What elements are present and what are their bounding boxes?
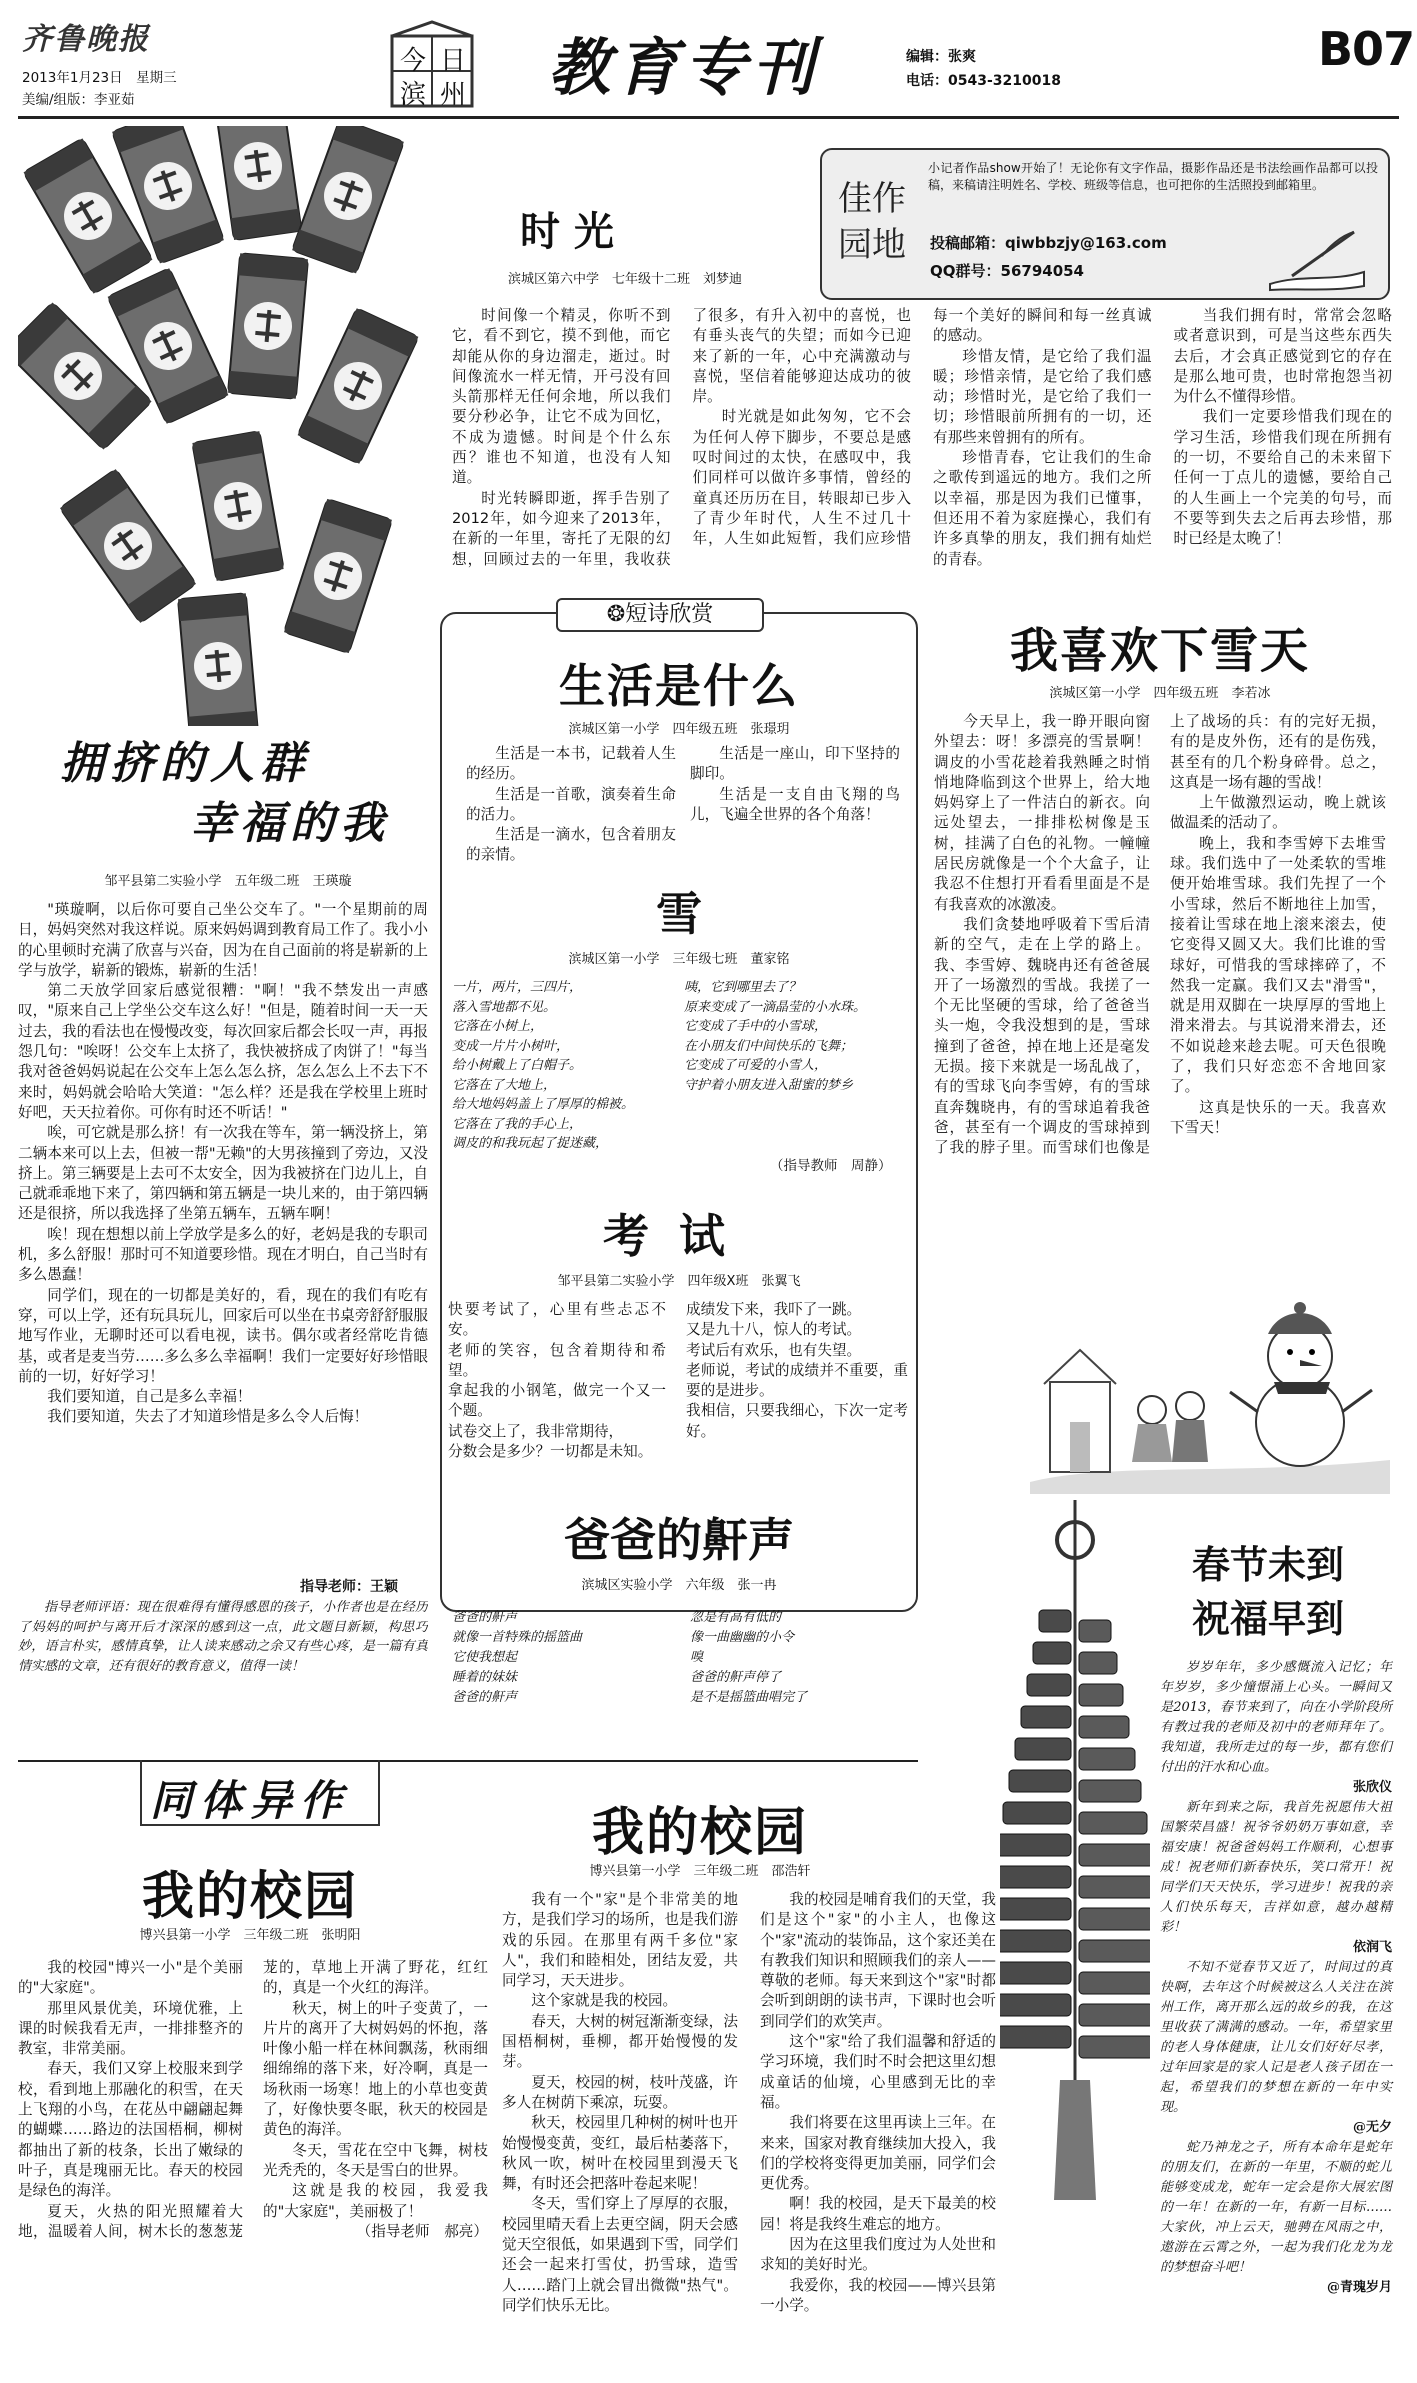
article-title: 我的校园 [591,1803,808,1863]
paragraph: 我们将要在这里再读上三年。在来来，国家对教育继续加大投入，我们的学校将变得更加美丽，同学们会更优秀。 [760,2114,996,2193]
poem-line: 它落在了我的手心上， [452,1116,583,1132]
paragraph: 那里风景优美，环境优雅，上课的时候我看无声，一排排整齐的教室，非常美丽。 [18,1999,243,2058]
poem-line: 原来变成了一滴晶莹的小水珠。 [684,999,867,1015]
title-line: 幸福的我 [190,798,390,849]
paragraph: 春天，我们又穿上校服来到学校，看到地上那融化的积雪，在天上飞翔的小鸟，在花丛中翩翩起舞的蝴蝶……路边的法国梧桐，柳树都抽出了新的枝条，长出了嫩绿的叶子，真是瑰丽无比。春天的校园是绿色的海洋。 [18,2060,243,2200]
poem-line: 爸爸的鼾声停了 [690,1670,782,1685]
page-number: B07 [1318,22,1415,76]
editor-name: 编辑：张爽 [906,49,976,65]
poem-line: 考试后有欢乐，也有失望。 [686,1341,862,1359]
paragraph: 第二天放学回家后感觉很糟："啊！"我不禁发出一声感叹，"原来自己上学坐公交车这么好！"但是，随着时间一天一天过去，我的看法也在慢慢改变，每次回家后都会长叹一声，再报怨几句："唉呀！公交车上太挤了，我快被挤成了肉饼了！"每当我对爸爸妈妈说起在公交车上怎么怎么挤，怎么怎么上不去下不来时，妈妈就会哈哈大笑道："怎么样？还是我在学校里上班时好吧，天天拉着你。可你有时还不听话！" [18,982,428,1121]
article-body [1160,1658,1392,2298]
paragraph: 我们一定要珍惜我们现在的学习生活，珍惜我们现在所拥有的一切，不要给自己的未来留下任何一丁点儿的遗憾，要给自己的人生画上一个完美的句号，而不要等到失去之后再去珍惜，那时已经是太晚了！ [1173,408,1392,548]
paragraph: 新年到来之际，我首先祝愿伟大祖国繁荣昌盛！祝爷爷奶奶万事如意，幸福安康！祝爸爸妈妈工作顺利，心想事成！祝老师们新春快乐，笑口常开！祝同学们天天快乐，学习进步！祝我的亲人们快乐每天，吉祥如意，越办越精彩！ [1160,1800,1392,1935]
paragraph: 蛇乃神龙之子，所有本命年是蛇年的朋友们，在新的一年里，不顺的蛇儿能够变成龙，蛇年一定会是你大展宏图的一年！在新的一年，有新一目标……大家伙，冲上云天，驰骋在风雨之中，遨游在云霄之外，一起为我们化龙为龙的梦想奋斗吧！ [1160,2140,1392,2275]
poem-body [466,744,676,868]
paragraph: 当我们拥有时，常常会忽略或者意识到，可是当这些东西失去后，才会真正感觉到它的存在是那么地可贵，也时常抱怨当初为什么不懂得珍惜。 [1173,307,1392,406]
paragraph: 唉，可它就是那么挤！有一次我在等车，第一辆没挤上，第二辆本来可以上去，但被一帮"无赖"的大男孩撞到了旁边，又没挤上。第三辆要是上去可不太安全，因为我被挤在门边儿上，自己就乖乖地下来了，第四辆和第五辆是一块儿来的，由于第四辆还是很挤，所以我选择了坐第五辆车，五辆车啊！ [18,1124,428,1223]
corner-qq: QQ群号：56794054 [930,262,1084,280]
article-body [18,900,428,1580]
poem-body [686,1300,908,1498]
peer-frame [140,1760,380,1826]
paragraph: 同学们，现在的一切都是美好的，看，现在的我们有吃有穿，可以上学，还有玩具玩儿，回家后可以坐在书桌旁舒舒服服地写作业，无聊时还可以看电视，读书。偶尔或者经常吃肯德基，或者是麦当劳……多么多么幸福啊！我们一定要好好珍惜眼前的一切，好好学习！ [18,1286,428,1385]
firecracker-stick-icon [178,593,258,726]
poem-body [684,978,908,1150]
poem-line: 又是九十八，惊人的考试。 [686,1321,862,1339]
paragraph: 这真是快乐的一天。我喜欢下雪天！ [1170,1098,1386,1136]
poem-byline: 邹平县第二实验小学 四年级X班 张翼飞 [557,1274,801,1289]
seal-char: 州 [440,80,467,110]
poem-line: 成绩发下来，我吓了一跳。 [686,1301,862,1318]
poem-line: 在小朋友们中间快乐的飞舞； [684,1038,854,1054]
signature: 依润飞 [1352,1940,1392,1955]
paragraph: 因为在这里我们度过为人处世和求知的美好时光。 [760,2236,996,2274]
firecracker-stick-icon [284,499,392,653]
seal-char: 今 [400,46,427,76]
firecracker-illustration [18,126,448,726]
poem-line: 给大地妈妈盖上了厚厚的棉被。 [452,1097,635,1112]
paragraph: 秋天，树上的叶子变黄了，一片片的离开了大树妈妈的怀抱，落叶像小船一样在林间飘荡，秋雨细细绵绵的落下来，好冷啊，真是一场秋雨一场寒！地上的小草也变黄了，好像快要冬眠，秋天的校园是黄色的海洋。 [263,1999,488,2139]
signature: @青瑰岁月 [1326,2280,1392,2295]
paragraph: 春天，大树的树冠渐渐变绿，法国梧桐树，垂柳，都开始慢慢的发芽。 [502,2012,738,2071]
poem-line: 我相信，只要我细心，下次一定考好。 [686,1402,908,1440]
poem-body [452,1608,672,1708]
signature: 张欣仪 [1352,1780,1392,1795]
seal-char: 日 [440,46,467,76]
poem-title: 生活是什么 [559,659,799,713]
poem-line: 它落在了大地上， [452,1077,557,1093]
title-line: 春节未到 [1191,1543,1344,1587]
paragraph: 这个家就是我的校园。 [531,1992,678,2010]
firecracker-stick-icon [298,308,419,464]
paragraph: 啊！我的校园，是天下最美的校园！将是我终生难忘的地方。 [760,2195,996,2233]
article-title [60,734,390,854]
article-teacher: （指导老师 郝亮） [356,2222,488,2240]
paragraph: 我们贪婪地呼吸着下雪后清新的空气，走在上学的路上。我、李雪婷、魏晓冉还有爸爸展开了一场激烈的雪战。我搓了一个无比坚硬的雪球，给了爸爸当头一炮，令我没想到的是，雪球撞到了爸爸，掉在地上还是毫发无损。接下来就是一场乱战了，有的雪球飞向李雪婷，有的雪球直奔魏晓冉，有的雪球追着我爸爸，甚至有一个调皮的雪球掉到了我的脖子里。而雪球们也像是上了战场的兵：有的完好无损，有的是皮外伤，还有的是伤残，甚至有的几个粉身碎骨。总之，这真是一场有趣的雪战！ [934,713,1386,1157]
poem-line: 就像一首特殊的摇篮曲 [452,1630,583,1645]
poem-line: 像一曲幽幽的小令 [690,1630,795,1645]
paragraph: 珍惜友情，是它给了我们温暖；珍惜亲情，是它给了我们感动；珍惜时光，是它给了我们一切；珍惜眼前所拥有的一切，还有那些来曾拥有的所有。 [933,347,1152,446]
paragraph: 冬天，雪们穿上了厚厚的衣服，校园里晴天看上去更空阔，阴天会感觉天空很低，如果遇到下雪，同学们还会一起来打雪仗，扔雪球，造雪人……踏门上就会冒出微微"热气"。同学们快乐无比。 [502,2195,738,2314]
issue-date: 2013年1月23日 星期三 [22,70,177,86]
paragraph: 珍惜青春，它让我们的生命之歌传到遥远的地方。我们之所以幸福，那是因为我们已懂事，但还用不着为家庭操心，我们有许多真挚的朋友，我们拥有灿烂的青春。 [933,449,1152,568]
paragraph: 我有一个"家"是个非常美的地方，是我们学习的场所，也是我们游戏的乐园。在那里有两千多位"家人"，我们和睦相处，团结友爱，共同学习，天天进步。 [502,1891,738,1990]
poem-body [452,978,672,1174]
article-byline: 滨城区第一小学 四年级五班 李若冰 [1049,686,1271,701]
editor-line: 美编/组版：李亚茹 [22,92,135,108]
firecracker-stick-icon [192,431,283,581]
article-byline: 博兴县第一小学 三年级二班 张明阳 [139,1928,361,1943]
article-body [18,1958,488,2370]
paragraph: 晚上，我和李雪婷下去堆雪球。我们选中了一处柔软的雪堆便开始堆雪球。我们先捏了一个小雪球，然后不断地往上加雪，接着让雪球在地上滚来滚去，使它变得又圆又大。我们比谁的雪球好，可惜我的雪球摔碎了，不然我一定赢。我们又去"滑雪"，就是用双脚在一块厚厚的雪地上滑来滑去。与其说滑来滑去，还不如说趁来趁去呢。可天色很晚了，我们只好恋恋不舍地回家了。 [1170,834,1386,1096]
paragraph: 时光转瞬即逝，挥手告别了2012年，如今迎来了2013年，在新的一年里，寄托了无限的幻想，回顾过去的一年里，我收获了很多，有升入初中的喜悦，也有垂头丧气的失望；而如今已迎来了新的一年，心中充满激动与喜悦，坚信着能够迎达成功的彼岸。 [452,307,911,568]
paragraph: 上午做激烈运动，晚上就该做温柔的活动了。 [1170,794,1386,832]
article-title: 时光 [520,209,628,255]
firecracker-icon [18,126,448,726]
poem-line: 它变成了可爱的小雪人， [684,1058,828,1073]
poem-line: 它变成了手中的小雪球， [684,1019,828,1034]
title-line: 拥挤的人群 [60,738,310,789]
poem-line: 生活是一首歌，演奏着生命的活力。 [466,785,676,823]
poem-body [690,744,900,868]
poem-title: 爸爸的鼾声 [564,1513,794,1567]
article-body [502,1890,996,2370]
hanging-firecracker-illustration [1000,1500,1150,2220]
paragraph: 岁岁年年，多少感慨流入记忆；年年岁岁，多少憧憬涌上心头。一瞬间又是2013，春节来到了，向在小学阶段所有教过我的老师及初中的老师拜年了。我知道，我所走过的每一步，都有您们付出的汗水和心血。 [1160,1660,1392,1775]
poem-line: 变成一片片小树叶， [452,1038,570,1054]
corner-email: 投稿邮箱：qiwbbzjy@163.com [930,234,1167,252]
title-line: 祝福早到 [1191,1597,1344,1641]
teacher-comment: 指导老师评语：现在很难得有懂得感恩的孩子，小作者也是在经历了妈妈的呵护与离开后才深深的感到这一点，此文题目新颖，构思巧妙，语言朴实，感情真挚，让人读来感动之余又有些心疼，是一篇有真情实感的文章，还有很好的教育意义，值得一读！ [18,1600,428,1674]
poem-title: 雪 [656,887,702,941]
paragraph: 夏天，校园的树，枝叶茂盛，许多人在树荫下乘凉，玩耍。 [502,2073,738,2111]
poem-line: 爸爸的鼾声 [452,1610,518,1625]
poem-line: 睡着的妹妹 [452,1670,518,1685]
poem-line: 是不是摇篮曲唱完了 [690,1690,808,1705]
poem-line: 嗅 [690,1650,704,1665]
article-title: 我的校园 [141,1867,358,1927]
snow-scene-illustration [1030,1262,1390,1494]
paragraph: "瑛璇啊，以后你可要自己坐公交车了。"一个星期前的周日，妈妈突然对我这样说。原来妈妈调到教育局工作了。我小小的心里顿时充满了欣喜与兴奋，因为在自己面前的将是崭新的上学与放学，崭新的锻炼，崭新的生活！ [18,901,428,979]
quill-icon [1262,226,1372,292]
corner-title-line: 园地 [838,225,906,265]
paragraph: 我爱你，我的校园——博兴县第一小学。 [760,2276,996,2314]
poems-header [556,598,764,632]
poem-line: 拿起我的小钢笔，做完一个又一个题。 [448,1382,666,1420]
paragraph: 不知不觉春节又近了，时间过的真快啊，去年这个时候被这么人关注在滨州工作，离开那么远的故乡的我，在这里收获了满满的感动。一年，希望家里的老人身体健康，让儿女们好好尽孝，过年回家是的家人记是老人孩子团在一起，希望我们的梦想在新的一年中实现。 [1160,1960,1392,2115]
poem-body [690,1608,910,1708]
paragraph: 我的校园"博兴一小"是个美丽的"大家庭"。 [18,1959,243,1997]
poem-line: 它落在小树上， [452,1019,544,1034]
poem-line: 老师的笑容，包含着期待和希望。 [448,1341,666,1379]
poem-byline: 滨城区第一小学 四年级五班 张璟玥 [568,722,790,737]
poem-line: 老师说，考试的成绩并不重要，重要的是进步。 [686,1361,908,1400]
paragraph: 这个"家"给了我们温馨和舒适的学习环境，我们时不时会把这里幻想成童话的仙境，心里感到无比的幸福。 [760,2033,996,2111]
seal-logo [388,20,476,110]
paragraph: 时光就是如此匆匆，它不会为任何人停下脚步，不要总是感叹时间过的太快，在感叹中，我们同样可以做许多事情，曾经的童真还历历在目，转眼却已步入了青少年时代，人生不过几十年，人生如此短暂，我们应珍惜每一个美好的瞬间和每一丝真诚的感动。 [692,307,1152,548]
article-title: 我喜欢下雪天 [1009,623,1310,679]
poem-line: 生活是一本书，记载着人生的经历。 [466,745,676,783]
poem-line: 忽是有高有低的 [690,1610,782,1625]
poem-byline: 滨城区第一小学 三年级七班 董家铭 [568,952,790,967]
article-byline: 邹平县第二实验小学 五年级二班 王瑛璇 [104,874,352,889]
article-body [452,306,1392,574]
firecracker-stick-icon [215,126,302,240]
poem-line: 快要考试了，心里有些忐忑不安。 [448,1301,666,1339]
poem-line: 给小树戴上了白帽子。 [452,1058,583,1073]
article-title [1148,1538,1388,1646]
paragraph: 唉！现在想想以前上学放学是多么的好，老妈是我的专职司机，多么舒服！那时可不知道要珍惜。现在才明白，自己当时有多么愚蠢！ [18,1225,428,1284]
poem-teacher: （指导教师 周静） [770,1158,892,1174]
poem-line: 落入雪地都不见。 [452,999,557,1015]
poem-line: 爸爸的鼾声 [452,1690,518,1705]
article-byline: 滨城区第六中学 七年级十二班 刘梦迪 [508,272,743,287]
masthead-rule [18,116,1399,119]
poem-line: 分数会是多少？一切都是未知。 [448,1443,653,1461]
corner-notice: 小记者作品show开始了！无论你有文字作品，摄影作品还是书法绘画作品都可以投稿，来稿请注明姓名、学校、班级等信息，也可把你的生活照投到邮箱里。 [928,161,1378,192]
paragraph: 我们要知道，自己是多么幸福！ [47,1388,252,1406]
firecracker-stick-icon [60,469,196,623]
section-title: 教育专刊 [548,31,821,104]
paragraph: 我们要知道，失去了才知道珍惜是多么令人后悔！ [47,1408,369,1426]
paragraph: 我的校园是哺育我们的天堂，我们是这个"家"的小主人，也像这个"家"流动的装饰品，这个家还美在有教我们知识和照顾我们的亲人——尊敬的老师。每天来到这个"家"时都会听到朗朗的读书声，下课时也会听到同学们的欢笑声。 [760,1891,996,2030]
corner-title [838,176,928,268]
firecracker-stick-icon [228,253,308,398]
snowman-icon [1030,1262,1390,1494]
paper-name: 齐鲁晚报 [22,22,150,57]
poems-header-label: 短诗欣赏 [625,602,714,627]
poem-title: 考试 [603,1209,755,1263]
poem-line: 生活是一滴水，包含着朋友的亲情。 [466,826,676,864]
poem-line: 生活是一支自由飞翔的鸟儿，飞遍全世界的各个角落！ [690,785,900,823]
signature: @无夕 [1352,2120,1392,2135]
poem-line: 咦，它到哪里去了？ [684,980,802,995]
paragraph: 今天早上，我一睁开眼向窗外望去：呀！多漂亮的雪景啊！调皮的小雪花趁着我熟睡之时悄悄地降临到这个世界上，给大地妈妈穿上了一件洁白的新衣。向远处望去，一排排松树像是玉树，挂满了白色的礼物。一幢幢居民房就像是一个个大盒子，让我忍不住想打开看看里面是不是有我喜欢的冰激凌。 [934,713,1150,913]
article-byline: 博兴县第一小学 三年级二班 邵浩轩 [589,1864,811,1879]
firecracker-stick-icon [292,126,404,273]
paragraph: 这就是我的校园，我爱我的"大家庭"，美丽极了！ [263,2182,488,2220]
paragraph: 夏天，火热的阳光照耀着大地，温暖着人间，树木长的葱葱茏茏的，草地上开满了野花，红红的，真是一个火红的海洋。 [18,1959,488,2240]
poem-byline: 滨城区实验小学 六年级 张一冉 [581,1578,777,1593]
poem-line: 调皮的和我玩起了捉迷藏， [452,1136,609,1151]
hanging-firecracker-icon [1000,1500,1150,2220]
poem-line: 试卷交上了，我非常期待， [448,1422,624,1440]
article-body [934,712,1386,1254]
editor-phone: 电话：0543-3210018 [906,73,1061,89]
seal-char: 滨 [400,80,427,110]
poem-line: 它使我想起 [452,1650,518,1665]
paragraph: 冬天，雪花在空中飞舞，树枝光秃秃的，冬天是雪白的世界。 [263,2141,488,2179]
paragraph: 时间像一个精灵，你听不到它，看不到它，摸不到他，而它却能从你的身边溜走，逝过。时间像流水一样无情，开弓没有回头箭那样无任何余地，所以我们要分秒必争，让它不成为回忆，不成为遗憾。时间是个什么东西？谁也不知道，也没有人知道。 [452,307,671,487]
poem-line: 守护着小朋友进入甜蜜的梦乡 [684,1077,854,1093]
peer-title: 同体异作 [150,1776,351,1825]
flower-icon: ❂ [606,602,626,627]
corner-title-line: 佳作 [838,179,906,219]
article-teacher: 指导老师：王颖 [300,1579,398,1595]
poem-line: 一片，两片，三四片， [452,980,583,995]
poem-body [448,1300,666,1498]
paragraph: 秋天，校园里几种树的树叶也开始慢慢变黄，变红，最后枯萎落下，秋风一吹，树叶在校园里到漫天飞舞，有时还会把落叶卷起来呢！ [502,2114,738,2193]
poem-line: 生活是一座山，印下坚持的脚印。 [690,745,900,783]
